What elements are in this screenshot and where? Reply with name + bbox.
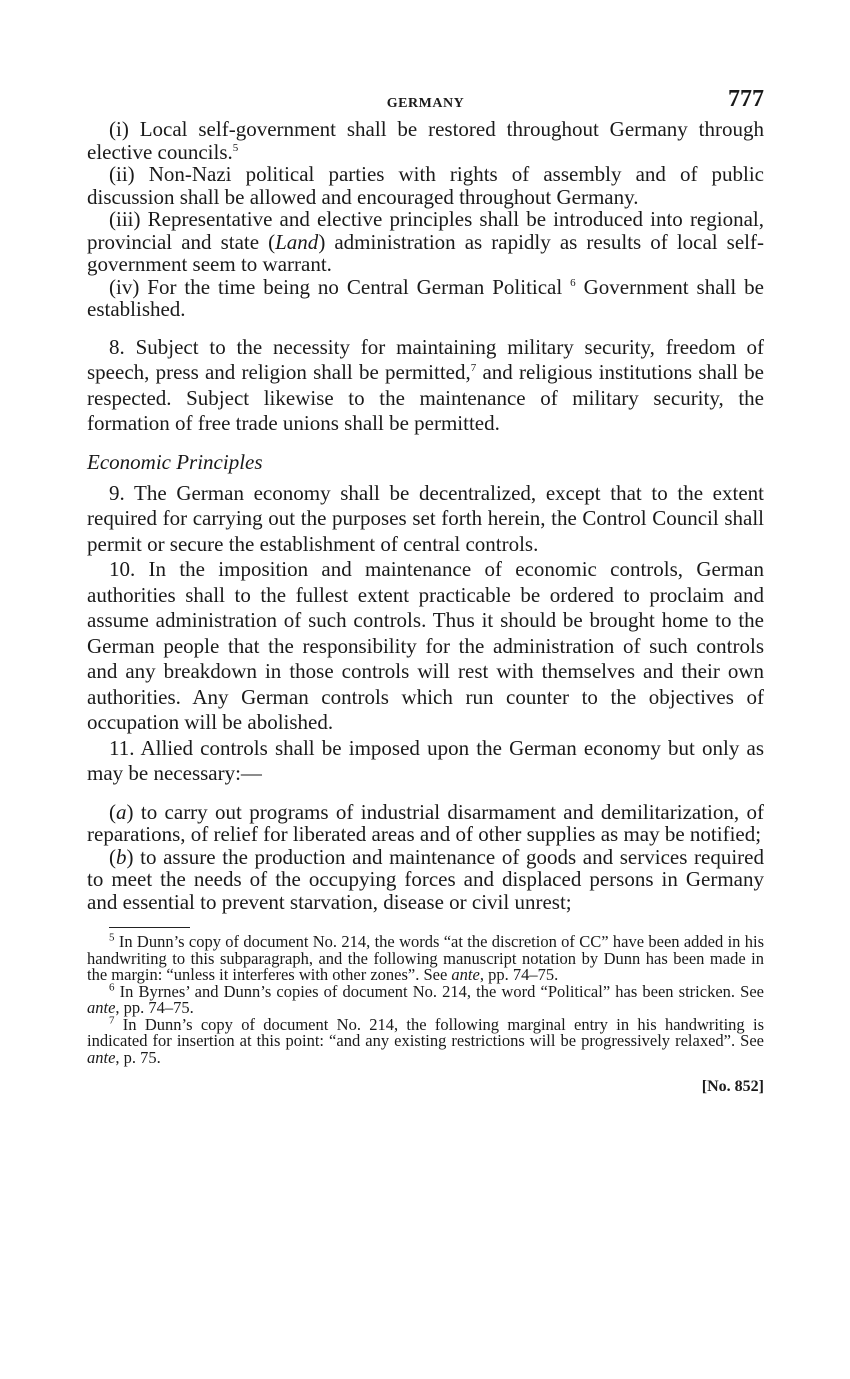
paragraph-10: 10. In the imposition and maintenance of economic controls, German authorities shall to the fullest extent practicable be ordered to proclaim and assume administration of such controls. Thus it should be brought home to the German people that the responsibility for the administration of such controls and any breakdown in those controls will rest with themselves and their own authorities. Any German controls which run counter to the objectives of occupation will be abolished. [87, 557, 764, 734]
subparagraph-group [87, 118, 764, 321]
footnotes [87, 931, 764, 1067]
paragraph-8 [87, 335, 764, 437]
footnote-ref-6[interactable]: 6 [570, 276, 576, 289]
subparagraph-text: (iv) For the time being no Central German Political [109, 274, 571, 299]
item-label: b [116, 844, 127, 869]
footnote-text: , pp. 74–75. [115, 998, 194, 1017]
footnote-text: In Dunn’s copy of document No. 214, the following marginal entry in his handwriting is indicated for insertion at this point: “and any existing restrictions will be progressively relaxed”. See [87, 1014, 764, 1050]
subparagraph-text: ) administration as rapidly as results of local self-government seem to warrant. [87, 229, 765, 276]
paragraph-11: 11. Allied controls shall be imposed upon the German economy but only as may be necessary:— [87, 735, 764, 785]
paragraph-9: 9. The German economy shall be decentralized, except that to the extent required for carrying out the purposes set forth herein, the Control Council shall permit or secure the establishment of central controls. [87, 480, 764, 556]
italic-term: ante [87, 1047, 116, 1067]
subparagraph-iv [87, 276, 764, 321]
footnote-6 [87, 981, 764, 1017]
list-item: (a) to carry out programs of industrial disarmament and demilitarization, of reparations, of relief for liberated areas and of other supplies as may be notified; [87, 799, 764, 846]
allied-controls-list [87, 801, 764, 914]
footnote-text: In Byrnes’ and Dunn’s copies of document No. 214, the word “Political” has been stricken. See [114, 981, 764, 1001]
footnote-text: In Dunn’s copy of document No. 214, the words “at the discretion of CC” have been added in his handwriting to this subparagraph, and the following manuscript notation by Dunn has been made in the margin: “unless it interferes with other zones”. See [87, 932, 764, 984]
item-label: a [116, 799, 127, 824]
subparagraph-text: (iii) Representative and elective principles shall be introduced into regional, provincial and state ( [87, 207, 764, 254]
subparagraph-iii [87, 208, 764, 276]
footnote-mark: 5 [109, 931, 115, 944]
subparagraph-i [87, 118, 764, 163]
footnote-text: , p. 75. [115, 1047, 161, 1067]
item-text: to assure the production and maintenance of goods and services required to meet the needs of the occupying forces and displaced persons in Germany and essential to prevent starvation, disease or civil unrest; [87, 844, 764, 914]
italic-term: ante [87, 998, 116, 1017]
footnote-7 [87, 1014, 764, 1067]
footnote-text: , pp. 74–75. [479, 965, 559, 984]
item-text: to carry out programs of industrial disarmament and demilitarization, of reparations, of relief for liberated areas and of other supplies as may be notified; [87, 799, 764, 846]
italic-term: ante [451, 965, 480, 984]
footnote-ref-7[interactable]: 7 [470, 362, 477, 374]
list-item: (b) to assure the production and maintenance of goods and services required to meet the needs of the occupying forces and displaced persons in Germany and essential to prevent starvation, disease or civil unrest; [87, 844, 764, 914]
italic-term: Land [275, 229, 319, 254]
footnote-5 [87, 931, 764, 984]
subparagraph-text: (i) Local self-government shall be restored throughout Germany through elective councils. [87, 117, 764, 164]
page-header [87, 86, 764, 118]
paragraph-text: and religious institutions shall be respected. Subject likewise to the maintenance of military security, the formation of free trade unions shall be permitted. [87, 360, 764, 435]
subparagraph-ii [87, 163, 764, 208]
footnote-divider [109, 927, 190, 928]
footnote-ref-5[interactable]: 5 [232, 141, 239, 154]
document-reference: [No. 852] [701, 1078, 764, 1095]
running-head: GERMANY [386, 96, 465, 111]
page-number: 777 [728, 86, 764, 112]
paragraph-text: 8. Subject to the necessity for maintaining military security, freedom of speech, press and religion shall be permitted, [87, 334, 764, 384]
section-heading: Economic Principles [87, 449, 263, 474]
document-page [87, 86, 764, 1096]
subparagraph-text: Government shall be established. [87, 274, 764, 321]
footnote-mark: 6 [109, 981, 115, 993]
subparagraph-text: (ii) Non-Nazi political parties with rights of assembly and of public discussion shall be allowed and encouraged throughout Germany. [87, 162, 764, 209]
footnote-mark: 7 [109, 1014, 115, 1026]
